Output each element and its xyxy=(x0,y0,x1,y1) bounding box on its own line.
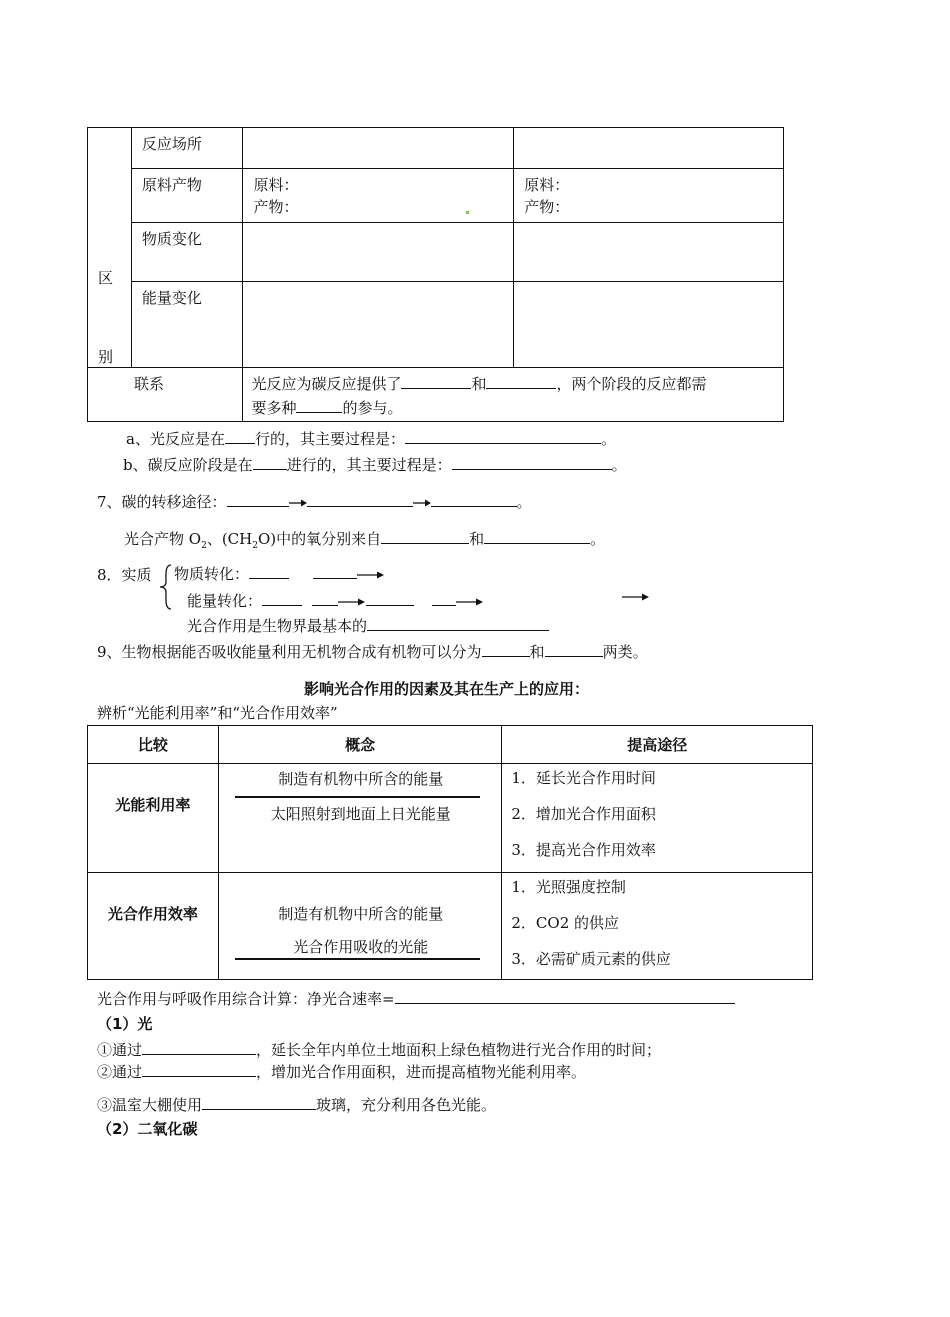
row-name-light-utilization: 光能利用率 xyxy=(88,764,219,873)
cell-energy-light xyxy=(243,282,514,368)
concept-light-utilization xyxy=(218,764,502,873)
cell-materials-light xyxy=(243,169,514,223)
blank-8-4 xyxy=(312,589,338,606)
cell-substance-carbon xyxy=(514,223,784,282)
item-b: b、碳反应阶段是在 进行的，其主要过程是： 。 xyxy=(123,453,627,475)
arrow-icon xyxy=(622,592,650,602)
blank-calc xyxy=(395,987,735,1004)
materials-light-output: 产物： xyxy=(253,198,299,216)
blank-light-3 xyxy=(202,1093,316,1110)
green-dot-mark xyxy=(466,211,469,214)
fraction-bar xyxy=(235,796,480,798)
blank-9-1 xyxy=(482,640,530,657)
item-8-energy: 能量转化： xyxy=(187,589,484,611)
arrow-icon xyxy=(289,498,307,508)
materials-carbon-output: 产物： xyxy=(524,198,570,216)
row-label-energy: 能量变化 xyxy=(131,282,243,368)
light-item-3: ③温室大棚使用 玻璃，充分利用各色光能。 xyxy=(97,1093,496,1115)
light-item-2: ②通过 ，增加光合作用面积，进而提高植物光能利用率。 xyxy=(97,1060,586,1082)
blank-a-1 xyxy=(225,427,255,444)
way-item: 2．增加光合作用面积 xyxy=(511,805,656,823)
blank-b-2 xyxy=(452,453,612,470)
blank-link-2 xyxy=(486,372,556,389)
net-rate-calc: 光合作用与呼吸作用综合计算：净光合速率= xyxy=(97,987,735,1009)
difference-label-2: 别 xyxy=(98,348,114,366)
link-label: 联系 xyxy=(88,368,243,422)
cell-energy-carbon xyxy=(514,282,784,368)
co2-heading: （2）二氧化碳 xyxy=(97,1120,198,1138)
item-8-label: 8．实质 xyxy=(97,566,152,584)
materials-carbon-input: 原料： xyxy=(524,176,570,194)
link-cell: 光反应为碳反应提供了 和 ，两个阶段的反应都需 要多种 的参与。 xyxy=(243,368,784,422)
way-item: 2．CO2 的供应 xyxy=(511,914,620,932)
row-label-site: 反应场所 xyxy=(131,128,243,169)
blank-7-3 xyxy=(431,490,517,507)
efficiency-table xyxy=(87,725,813,980)
cell-materials-carbon xyxy=(514,169,784,223)
blank-7-1 xyxy=(227,490,289,507)
numerator: 制造有机物中所含的能量 xyxy=(278,770,444,788)
blank-8-5 xyxy=(366,589,414,606)
way-item: 1．光照强度控制 xyxy=(511,878,626,896)
denominator: 太阳照射到地面上日光能量 xyxy=(270,805,451,823)
difference-cell xyxy=(88,128,132,368)
way-item: 3．提高光合作用效率 xyxy=(511,841,656,859)
row-label-materials: 原料产物 xyxy=(131,169,243,223)
way-item: 3．必需矿质元素的供应 xyxy=(511,950,671,968)
blank-link-3 xyxy=(296,396,342,413)
blank-oxygen-2 xyxy=(484,527,590,544)
item-8-substance: 物质转化： xyxy=(174,562,385,584)
row-label-substance: 物质变化 xyxy=(131,223,243,282)
item-9: 9、生物根据能否吸收能量利用无机物合成有机物可以分为 和 两类。 xyxy=(97,640,648,662)
blank-a-2 xyxy=(405,427,601,444)
ways-light-utilization xyxy=(502,764,813,873)
numerator: 制造有机物中所含的能量 xyxy=(278,905,444,923)
blank-8-3 xyxy=(262,589,302,606)
cell-substance-light xyxy=(243,223,514,282)
materials-light-input: 原料： xyxy=(253,176,299,194)
denominator: 光合作用吸收的光能 xyxy=(293,938,429,956)
header-concept: 概念 xyxy=(218,726,502,764)
blank-light-2 xyxy=(142,1060,256,1077)
cell-site-carbon xyxy=(514,128,784,169)
difference-label-1: 区 xyxy=(98,269,114,287)
brace-icon xyxy=(159,564,173,610)
blank-b-1 xyxy=(253,453,287,470)
arrow-icon xyxy=(456,597,484,607)
ways-photosynthesis-efficiency xyxy=(502,873,813,980)
fraction-bar xyxy=(235,958,480,960)
blank-7-2 xyxy=(307,490,413,507)
arrow-icon xyxy=(357,570,385,580)
concept-photosynthesis-efficiency xyxy=(218,873,502,980)
arrow-icon xyxy=(338,597,366,607)
blank-8-7 xyxy=(367,614,549,631)
item-8-basic: 光合作用是生物界最基本的 xyxy=(187,614,549,636)
item-7: 7、碳的转移途径： 。 xyxy=(97,490,532,512)
section-title: 影响光合作用的因素及其在生产上的应用： xyxy=(304,680,590,698)
arrow-icon xyxy=(413,498,431,508)
section-subtitle: 辨析“光能利用率”和“光合作用效率” xyxy=(97,704,338,722)
way-item: 1．延长光合作用时间 xyxy=(511,769,656,787)
item-a: a、光反应是在 行的，其主要过程是： 。 xyxy=(126,427,616,449)
cell-site-light xyxy=(243,128,514,169)
row-name-photosynthesis-efficiency: 光合作用效率 xyxy=(88,873,219,980)
header-ways: 提高途径 xyxy=(502,726,813,764)
blank-8-2 xyxy=(313,562,357,579)
light-heading: （1）光 xyxy=(97,1015,153,1033)
blank-oxygen-1 xyxy=(381,527,469,544)
blank-8-6 xyxy=(432,589,456,606)
blank-9-2 xyxy=(545,640,603,657)
blank-light-1 xyxy=(142,1038,256,1055)
blank-link-1 xyxy=(401,372,471,389)
blank-8-1 xyxy=(249,562,289,579)
header-compare: 比较 xyxy=(88,726,219,764)
light-item-1: ①通过 ，延长全年内单位土地面积上绿色植物进行光合作用的时间； xyxy=(97,1038,661,1060)
comparison-table xyxy=(87,127,784,422)
oxygen-source: 光合产物 $O_2$、$(CH_2O)$中的氧分别来自 和 。 xyxy=(124,527,605,551)
